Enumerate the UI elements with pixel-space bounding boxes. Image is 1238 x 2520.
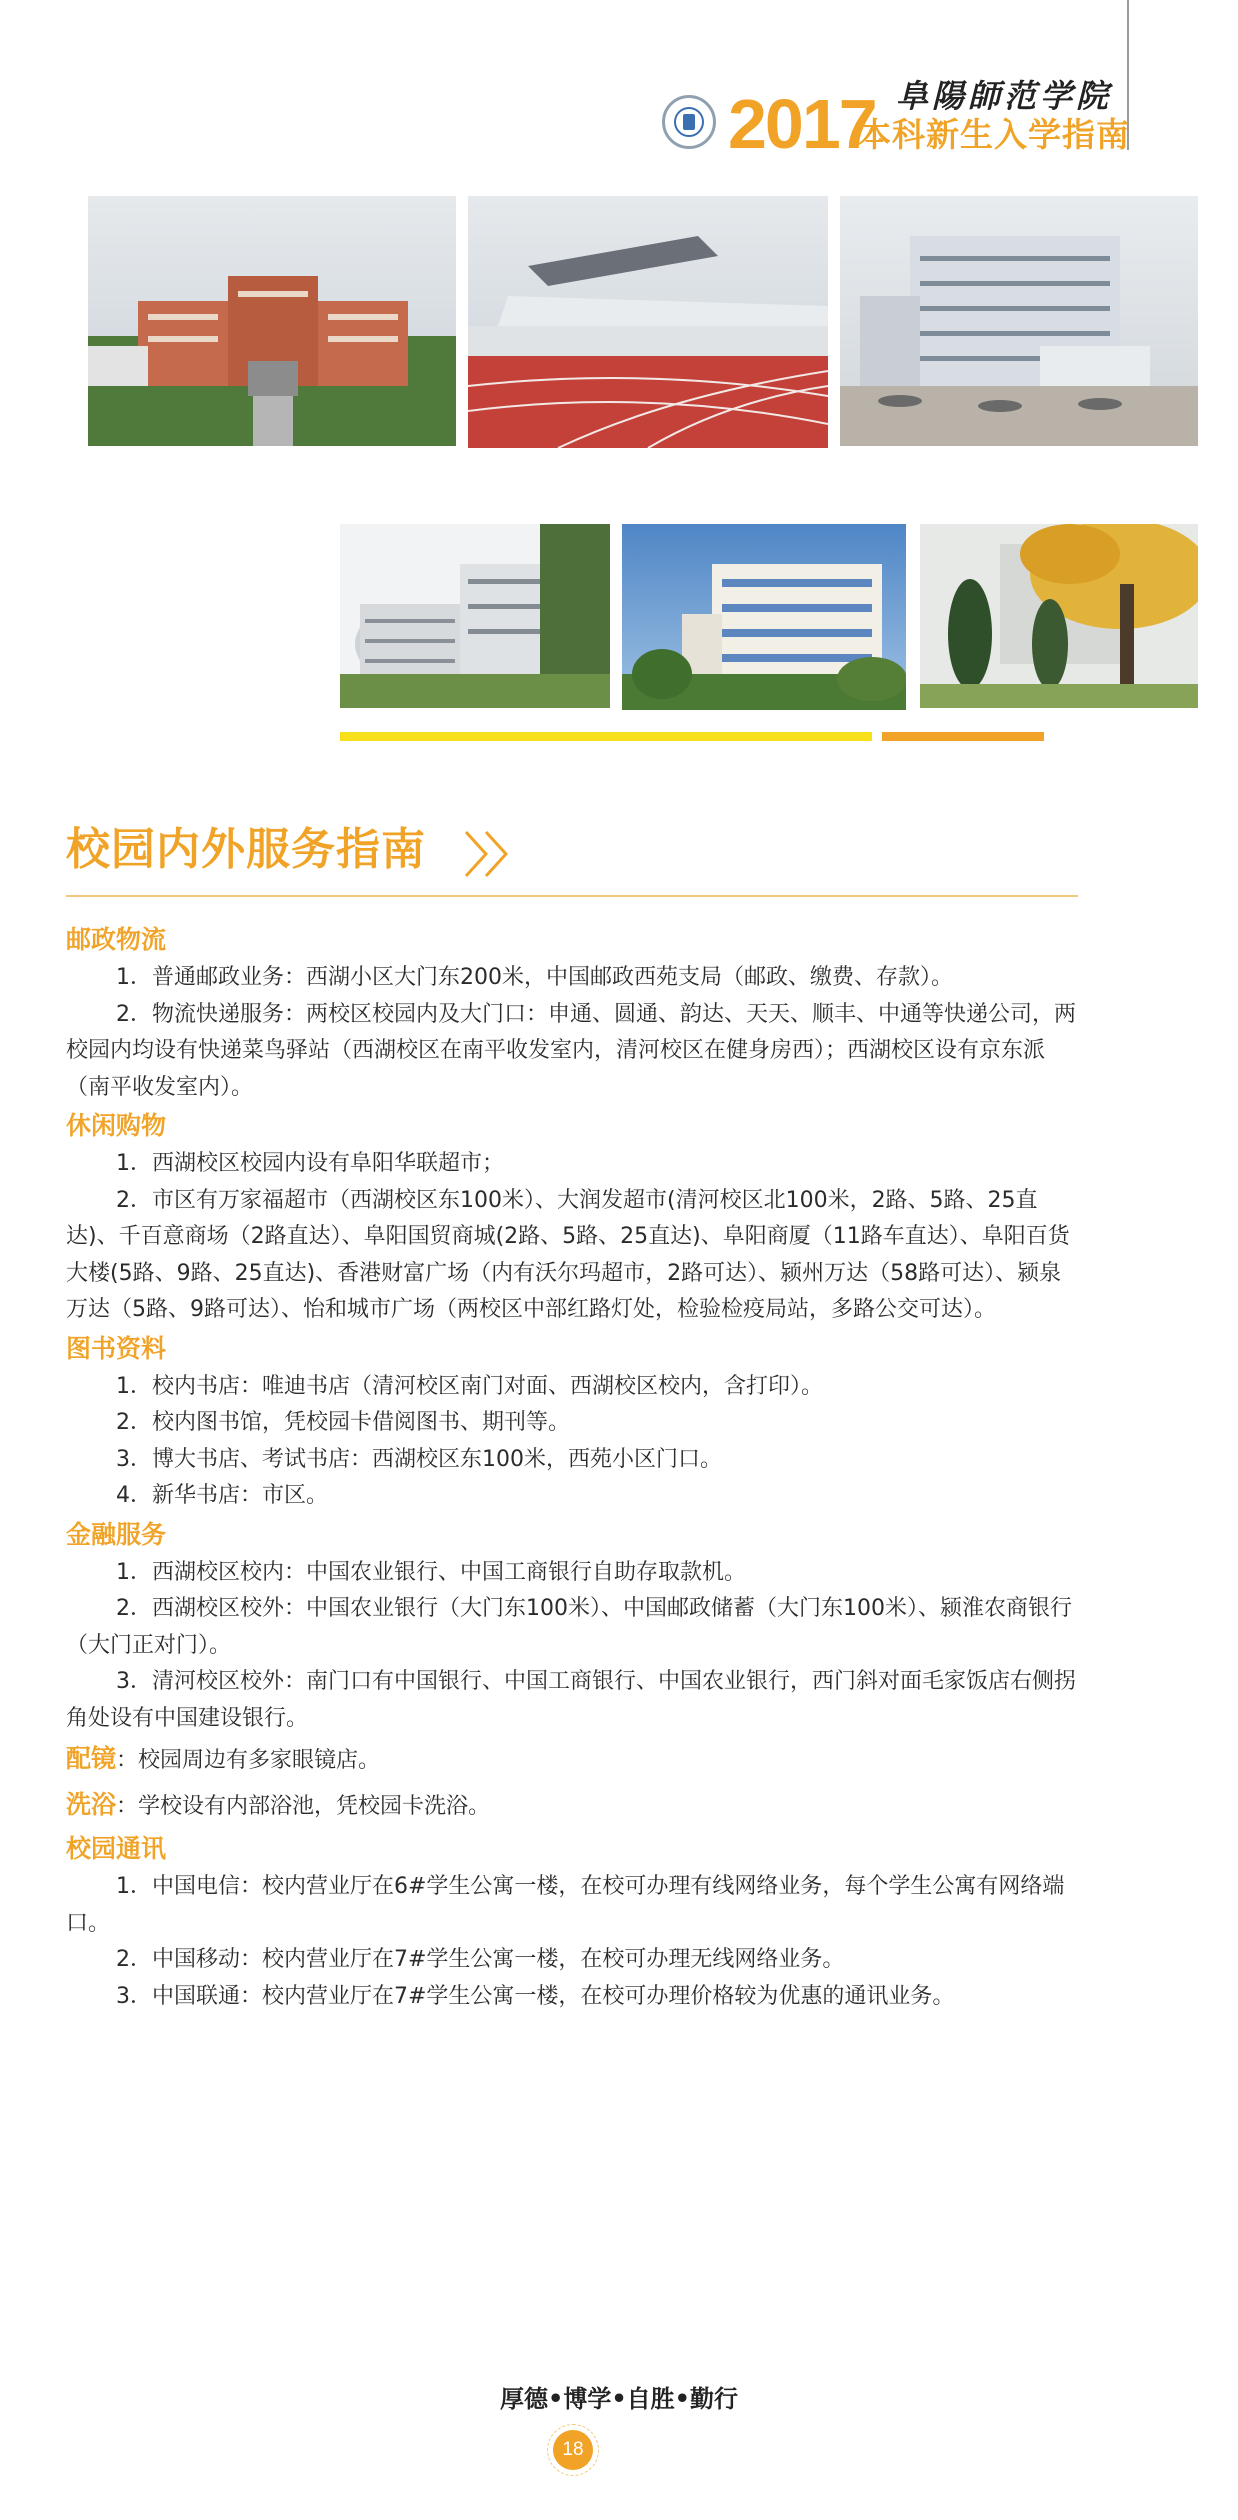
telecom-item: 3．中国联通：校内营业厅在7#学生公寓一楼，在校可办理价格较为优惠的通讯业务。 xyxy=(116,1983,955,2009)
library-building-image xyxy=(88,196,456,446)
category-title-bath: 洗浴 xyxy=(66,1790,117,1819)
double-chevron-right-icon xyxy=(460,826,520,882)
telecom-item: 2．中国移动：校内营业厅在7#学生公寓一楼，在校可办理无线网络业务。 xyxy=(116,1947,845,1972)
school-logo-icon xyxy=(662,95,716,149)
header-subtitle: 本科新生入学指南 xyxy=(858,115,1130,154)
photo-round-building xyxy=(340,524,610,708)
photo-autumn-tree xyxy=(920,524,1198,708)
header-year: 2017 xyxy=(728,85,876,163)
category-title-shopping: 休闲购物 xyxy=(66,1111,167,1140)
category-title-finance: 金融服务 xyxy=(66,1519,167,1549)
books-item: 3．博大书店、考试书店：西湖校区东100米，西苑小区门口。 xyxy=(116,1446,722,1472)
finance-item: 2．西湖校区校外：中国农业银行（大门东100米）、中国邮政储蓄（大门东100米）、颍淮农商银行（大门正对门）。 xyxy=(66,1596,1072,1658)
books-item: 2．校内图书馆，凭校园卡借阅图书、期刊等。 xyxy=(116,1410,570,1435)
photo-teaching-building xyxy=(840,196,1198,446)
autumn-tree-image xyxy=(920,524,1198,708)
telecom-item: 1．中国电信：校内营业厅在6#学生公寓一楼，在校可办理有线网络业务，每个学生公寓有网络端口。 xyxy=(66,1874,1065,1936)
teaching-building-image xyxy=(840,196,1198,446)
photo-library-building xyxy=(88,196,456,446)
stadium-track-image xyxy=(468,196,828,448)
shopping-item: 1．西湖校区校园内设有阜阳华联超市； xyxy=(116,1151,504,1176)
shopping-item: 2．市区有万家福超市（西湖校区东100米）、大润发超市(清河校区北100米，2路、5路、25直达)、千百意商场（2路直达）、阜阳国贸商城(2路、5路、25直达)、阜阳商厦（11路车直达）、阜阳百货大楼(5路、9路、25直达)、香港财富广场（内有沃尔玛超市，2路可达）、颍州万达（58路可达）、颍泉万达（5路、9路可达）、怡和城市广场（两校区中部红路灯处，检验检疫局站，多路公交可达）。 xyxy=(66,1187,1070,1322)
glasses-text: ：校园周边有多家眼镜店。 xyxy=(116,1748,381,1773)
postal-item: 2．物流快递服务：两校区校园内及大门口：申通、圆通、韵达、天天、顺丰、中通等快递公司，两校园内均设有快递菜鸟驿站（西湖校区在南平收发室内，清河校区在健身房西）；西湖校区设有京东派（南平收发室内）。 xyxy=(66,1001,1077,1100)
section-title-rule xyxy=(66,895,1078,897)
books-item: 1．校内书店：唯迪书店（清河校区南门对面、西湖校区校内，含打印）。 xyxy=(116,1373,823,1399)
glasses-line xyxy=(66,1737,1078,1783)
finance-item: 1．西湖校区校内：中国农业银行、中国工商银行自助存取款机。 xyxy=(116,1559,746,1585)
finance-item: 3．清河校区校外：南门口有中国银行、中国工商银行、中国农业银行，西门斜对面毛家饭店右侧拐角处设有中国建设银行。 xyxy=(66,1669,1077,1731)
postal-item: 1．普通邮政业务：西湖小区大门东200米，中国邮政西苑支局（邮政、缴费、存款）。 xyxy=(116,965,953,990)
section-title: 校园内外服务指南 xyxy=(66,824,426,875)
photo-stadium-track xyxy=(468,196,828,448)
orange-accent-bar xyxy=(882,732,1044,741)
tall-building-image xyxy=(622,524,906,710)
bath-text: ：学校设有内部浴池，凭校园卡洗浴。 xyxy=(116,1794,491,1819)
category-title-postal: 邮政物流 xyxy=(66,925,167,954)
category-title-telecom: 校园通讯 xyxy=(66,1834,167,1863)
round-building-image xyxy=(340,524,610,708)
category-title-glasses: 配镜 xyxy=(66,1744,117,1773)
category-title-books: 图书资料 xyxy=(66,1333,167,1363)
header-school-name: 阜陽師范学院 xyxy=(896,77,1113,115)
page-number: 18 xyxy=(553,2430,593,2470)
service-guide-content xyxy=(66,920,1078,2015)
school-motto: 厚德•博学•自胜•勤行 xyxy=(499,2384,739,2413)
photo-tall-building xyxy=(622,524,906,710)
bath-line xyxy=(66,1783,1078,1829)
books-item: 4．新华书店：市区。 xyxy=(116,1483,328,1508)
yellow-accent-bar xyxy=(340,732,872,741)
